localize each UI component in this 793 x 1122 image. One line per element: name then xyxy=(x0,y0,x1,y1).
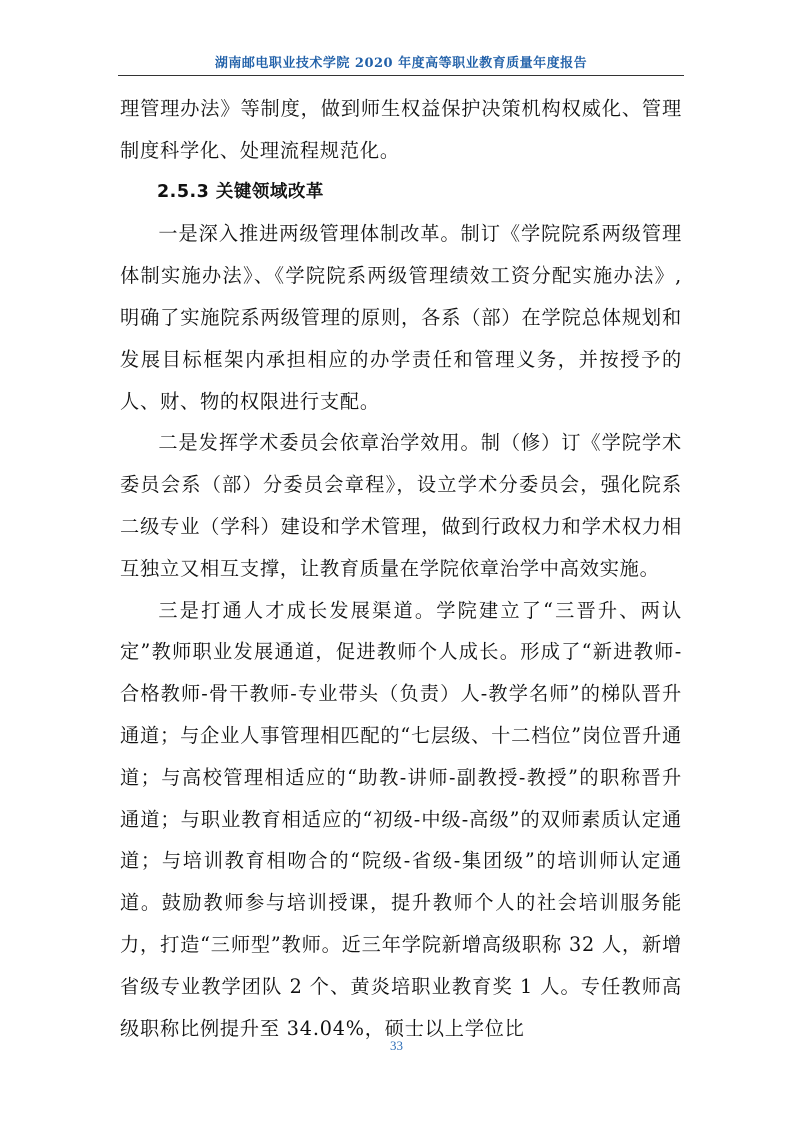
paragraph-1: 一是深入推进两级管理体制改革。制订《学院院系两级管理体制实施办法》、《学院院系两级管理绩效工资分配实施办法》,明确了实施院系两级管理的原则，各系（部）在学院总体规划和发展目标框架内承担相应的办学责任和管理义务，并按授予的人、财、物的权限进行支配。 xyxy=(120,222,682,413)
header-divider xyxy=(118,75,684,76)
report-header-title: 湖南邮电职业技术学院 2020 年度高等职业教育质量年度报告 xyxy=(214,56,588,71)
page-body xyxy=(120,88,682,1049)
section-heading: 2.5.3 关键领域改革 xyxy=(157,181,324,202)
page-number: 33 xyxy=(390,1038,403,1053)
paragraph-3: 三是打通人才成长发展渠道。学院建立了“三晋升、两认定”教师职业发展通道，促进教师个人成长。形成了“新进教师-合格教师-骨干教师-专业带头（负责）人-教学名师”的梯队晋升通道；与企业人事管理相匹配的“七层级、十二档位”岗位晋升通道；与高校管理相适应的“助教-讲师-副教授-教授”的职称晋升通道；与职业教育相适应的“初级-中级-高级”的双师素质认定通道；与培训教育相吻合的“院级-省级-集团级”的培训师认定通道。鼓励教师参与培训授课，提升教师个人的社会培训服务能力，打造“三师型”教师。近三年学院新增高级职称 32 人，新增省级专业教学团队 2 个、黄炎培职业教育奖 1 人。专任教师高级职称比例提升至 34.04%，硕士以上学位比 xyxy=(120,598,682,1040)
paragraph-2: 二是发挥学术委员会依章治学效用。制（修）订《学院学术委员会系（部）分委员会章程》，设立学术分委员会，强化院系二级专业（学科）建设和学术管理，做到行政权力和学术权力相互独立又相互支撑，让教育质量在学院依章治学中高效实施。 xyxy=(120,431,682,580)
intro-paragraph: 理管理办法》等制度，做到师生权益保护决策机构权威化、管理制度科学化、处理流程规范化。 xyxy=(120,97,682,162)
